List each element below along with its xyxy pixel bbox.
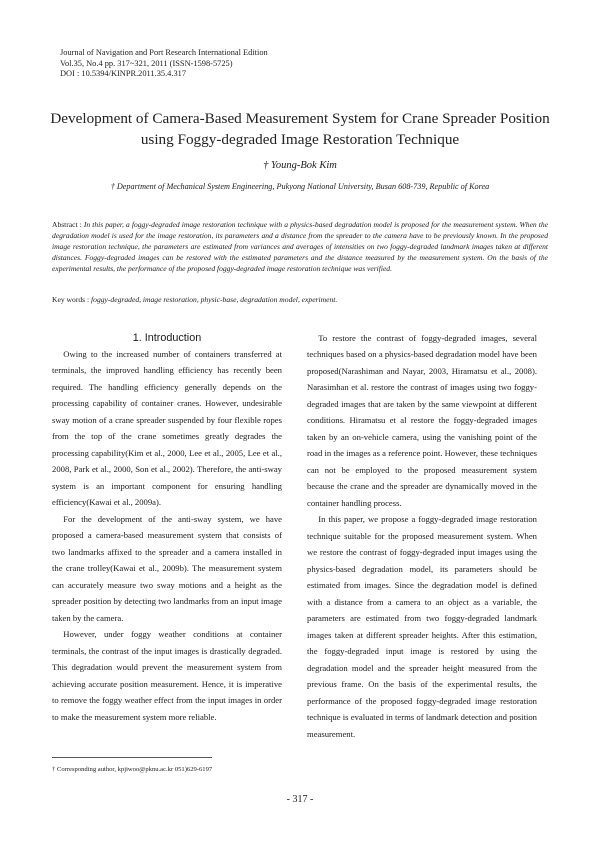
section-heading: 1. Introduction (132, 332, 202, 344)
paragraph: In this paper, we propose a foggy-degraded image restoration technique suitable for the proposed measurement system. When we restore the contrast of foggy-degraded input images using the physics-based degradation model, its parameters should be estimated from images. Since the degradation model is defined with a distance from a camera to an object as a variable, the parameters are estimated from two foggy-degraded landmark images taken at different spreader heights. After this estimation, the foggy-degraded input image is restored by using the degradation model and the spreader height measured from the previous frame. On the basis of the experimental results, the performance of the proposed foggy-degraded image restoration technique is evaluated in terms of landmark detection and position measurement. (307, 514, 537, 739)
author-affiliation: † Department of Mechanical System Engineering, Pukyong National University, Busan 608-739, Republic of Korea (110, 182, 490, 191)
author-name: † Young-Bok Kim (263, 160, 337, 171)
abstract-label: Abstract : (52, 220, 84, 229)
right-column (307, 330, 537, 742)
paper-title (40, 108, 560, 150)
footnote: † Corresponding author, kpjiwoo@pknu.ac.kr 051)629-6197 (52, 766, 213, 773)
footnote-divider (52, 757, 212, 758)
paragraph: For the development of the anti-sway system, we have proposed a camera-based measurement system that consists of two landmarks affixed to the spreader and a camera installed in the crane trolley(Kawai et al., 2009b). The measurement system can accurately measure two sway motions and a height as the spreader position by detecting two landmarks from an input image taken by the camera. (52, 513, 282, 623)
title-line-1: Development of Camera-Based Measurement System for Crane Spreader Position (50, 110, 550, 127)
keywords-text: foggy-degraded, image restoration, physic-base, degradation model, experiment. (91, 295, 338, 304)
keywords (52, 295, 548, 305)
journal-header (60, 48, 268, 80)
title-line-2: using Foggy-degraded Image Restoration Technique (140, 131, 460, 148)
keywords-label: Key words : (52, 295, 92, 304)
paragraph: However, under foggy weather conditions at container terminals, the contrast of the input images is drastically degraded. This degradation would prevent the measurement system from achieving accurate position measurement. Hence, it is imperative to remove the foggy weather effect from the input images in order to make the measurement system more reliable. (52, 629, 282, 722)
left-column (52, 330, 282, 725)
abstract (52, 219, 548, 274)
journal-name: Journal of Navigation and Port Research International Edition (60, 48, 268, 57)
journal-doi: DOI : 10.5394/KINPR.2011.35.4.317 (60, 69, 187, 79)
paragraph: Owing to the increased number of containers transferred at terminals, the improved handling efficiency has recently been required. The handling efficiency generally depends on the processing capability of container cranes. However, undesirable sway motion of a crane spreader suspended by four flexible ropes from the top of the crane sometimes greatly degrades the processing capability(Kim et al., 2000, Lee et al., 2005, Lee et al., 2008, Park et al., 2000, Son et al., 2002). Therefore, the anti-sway system is an important component for ensuring handling efficiency(Kawai et al., 2009a). (52, 349, 282, 508)
abstract-text: In this paper, a foggy-degraded image restoration technique with a physics-based degradation model is proposed for the measurement system. When the degradation model is used for the image restoration, its parameters and a distance from the spreader to the camera have to be previously known. In the proposed image restoration technique, the parameters are estimated from variances and averages of intensities on two foggy-degraded landmark images taken at different distances. Foggy-degraded images can be restored with the estimated parameters and the distance measured by the measurement system. On the basis of the experimental results, the performance of the proposed foggy-degraded image restoration technique was verified. (52, 220, 549, 274)
journal-volume: Vol.35, No.4 pp. 317~321, 2011 (ISSN-1598-5725) (60, 58, 233, 68)
page-number: - 317 - (286, 794, 314, 805)
paragraph: To restore the contrast of foggy-degraded images, several techniques based on a physics-based degradation model have been proposed(Narashiman and Nayar, 2003, Hiramatsu et al., 2008). Narasimhan et al. restore the contrast of images using two foggy-degraded images that are taken by the same viewpoint at different conditions. Hiramatsu et al restore the foggy-degraded images taken by an on-vehicle camera, using the vanishing point of the road in the images as a reference point. However, these techniques can not be employed to the proposed measurement system because the crane and the spreader are dynamically moved in the container handling process. (307, 333, 537, 508)
